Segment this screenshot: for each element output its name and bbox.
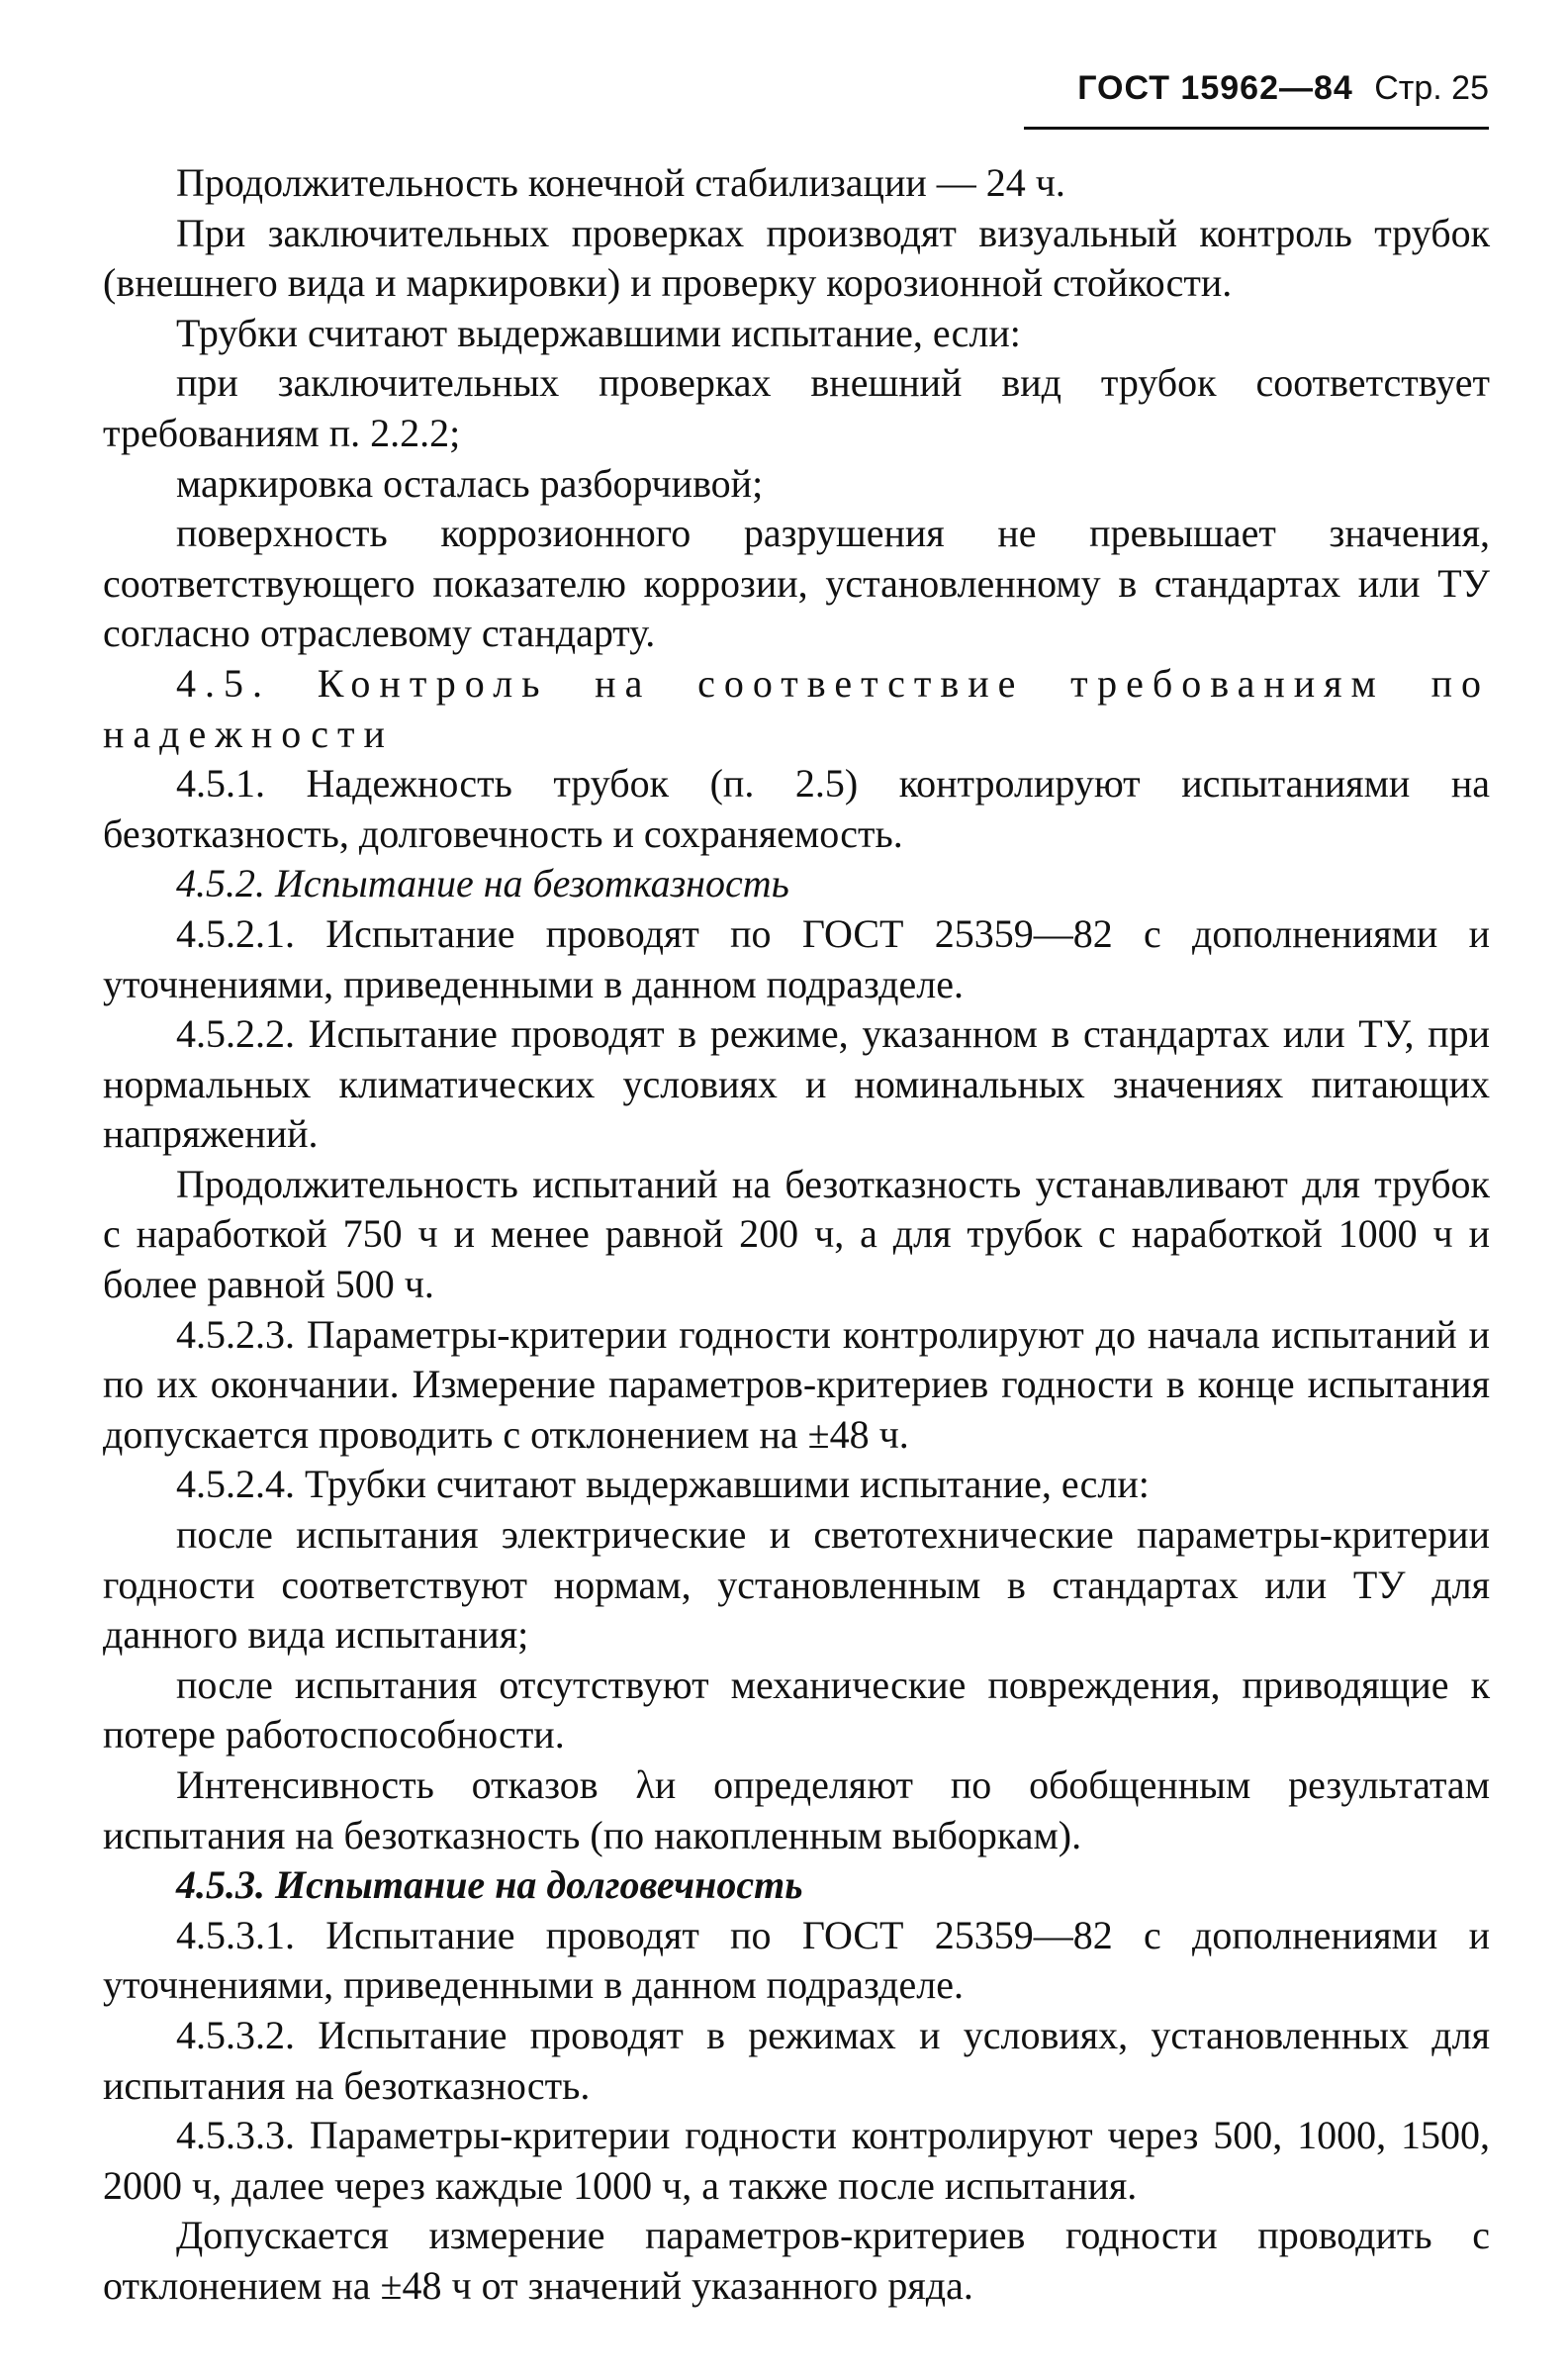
paragraph: При заключительных проверках производят визуальный контроль трубок (внешнего вида и маркировки) и проверку корозионной стойкости.: [103, 210, 1490, 306]
subsection-heading: 4.5.3. Испытание на долговечность: [176, 1862, 803, 1908]
paragraph: после испытания отсутствуют механические повреждения, приводящие к потере работоспособности.: [103, 1662, 1490, 1758]
paragraph: 4.5.2.1. Испытание проводят по ГОСТ 25359—82 с дополнениями и уточнениями, приведенными в данном подразделе.: [103, 910, 1490, 1006]
paragraph: Продолжительность испытаний на безотказность устанавливают для трубок с наработкой 750 ч и менее равной 200 ч, а для трубок с наработкой 1000 ч и более равной 500 ч.: [103, 1161, 1490, 1307]
paragraph: поверхность коррозионного разрушения не превышает значения, соответствующего показателю коррозии, установленному в стандартах или ТУ согласно отраслевому стандарту.: [103, 511, 1490, 656]
page-header: [856, 63, 1489, 113]
paragraph: 4.5.3.3. Параметры-критерии годности контролируют через 500, 1000, 1500, 2000 ч, далее через каждые 1000 ч, а также после испытания.: [103, 2113, 1490, 2208]
document-body: [103, 158, 1490, 2312]
paragraph: при заключительных проверках внешний вид трубок соответствует требованиям п. 2.2.2;: [103, 360, 1490, 455]
paragraph: 4.5.2.3. Параметры-критерии годности контролируют до начала испытаний и по их окончании. Измерение параметров-критериев годности в конце испытания допускается проводить с отклонением на ±48 ч.: [103, 1311, 1490, 1457]
paragraph: после испытания электрические и светотехнические параметры-критерии годности соответствуют нормам, установленным в стандартах или ТУ для данного вида испытания;: [103, 1512, 1490, 1658]
paragraph: 4.5.3.1. Испытание проводят по ГОСТ 25359—82 с дополнениями и уточнениями, приведенными в данном подразделе.: [103, 1912, 1490, 2008]
paragraph: 4.5.2.4. Трубки считают выдержавшими испытание, если:: [176, 1462, 1150, 1507]
page-number: Стр. 25: [1374, 69, 1489, 107]
subsection-heading: 4.5.2. Испытание на безотказность: [176, 861, 789, 906]
paragraph: Трубки считают выдержавшими испытание, если:: [176, 310, 1021, 355]
paragraph: 4.5.2.2. Испытание проводят в режиме, указанном в стандартах или ТУ, при нормальных климатических условиях и номинальных значениях питающих напряжений.: [103, 1011, 1490, 1157]
section-heading: 4.5. Контроль на соответствие требованиям по надежности: [103, 660, 1490, 756]
header-rule: [1024, 127, 1489, 130]
standard-number: ГОСТ 15962—84: [1077, 69, 1353, 107]
paragraph: маркировка осталась разборчивой;: [176, 460, 764, 506]
paragraph: Интенсивность отказов λи определяют по обобщенным результатам испытания на безотказность (по накопленным выборкам).: [103, 1762, 1490, 1857]
paragraph: 4.5.3.2. Испытание проводят в режимах и условиях, установленных для испытания на безотказность.: [103, 2012, 1490, 2108]
paragraph: 4.5.1. Надежность трубок (п. 2.5) контролируют испытаниями на безотказность, долговечность и сохраняемость.: [103, 761, 1490, 856]
paragraph: Продолжительность конечной стабилизации — 24 ч.: [176, 160, 1065, 205]
paragraph: Допускается измерение параметров-критериев годности проводить с отклонением на ±48 ч от значений указанного ряда.: [103, 2213, 1490, 2308]
